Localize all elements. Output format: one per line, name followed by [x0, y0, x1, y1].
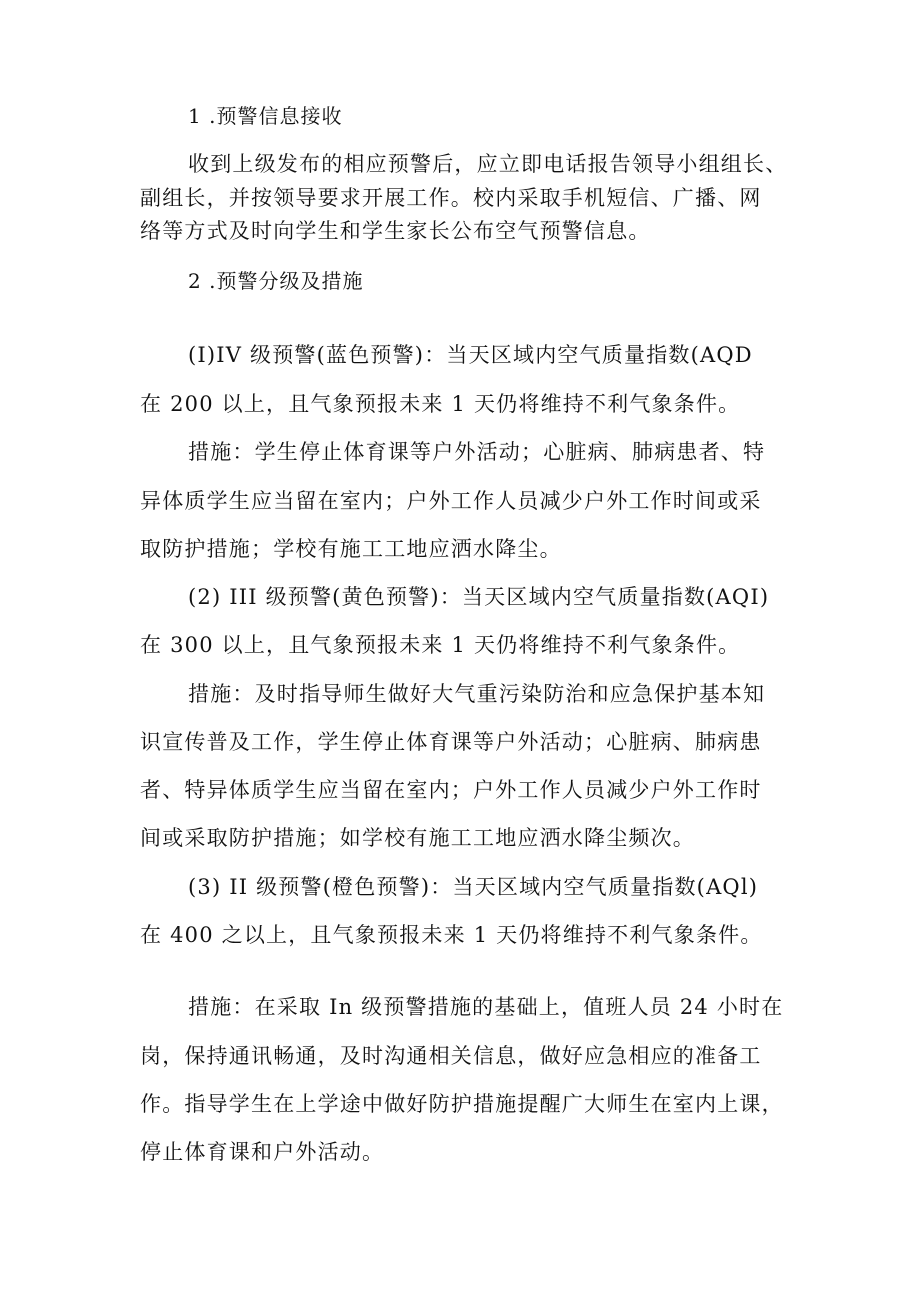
level-3-warning-line: (2) III 级预警(黄色预警)：当天区域内空气质量指数(AQI) [188, 585, 770, 609]
section-1-heading: 1 .预警信息接收 [188, 104, 343, 128]
section-1-para-line: 副组长，并按领导要求开展工作。校内采取手机短信、广播、网 [140, 186, 762, 210]
level-2-measure-line: 作。指导学生在上学途中做好防护措施提醒广大师生在室内上课， [140, 1092, 784, 1116]
level-3-measure-line: 者、特异体质学生应当留在室内；户外工作人员减少户外工作时 [140, 778, 762, 802]
level-4-warning-line: 在 200 以上，且气象预报未来 1 天仍将维持不利气象条件。 [140, 392, 741, 416]
level-4-measure-line: 措施：学生停止体育课等户外活动；心脏病、肺病患者、特 [188, 440, 766, 464]
level-3-measure-line: 间或采取防护措施；如学校有施工工地应洒水降尘频次。 [140, 826, 695, 850]
level-2-warning-line: 在 400 之以上，且气象预报未来 1 天仍将维持不利气象条件。 [140, 923, 763, 947]
level-3-warning-line: 在 300 以上，且气象预报未来 1 天仍将维持不利气象条件。 [140, 633, 741, 657]
level-4-measure-line: 异体质学生应当留在室内；户外工作人员减少户外工作时间或采 [140, 489, 762, 513]
level-2-measure-line: 停止体育课和户外活动。 [140, 1140, 385, 1164]
level-3-measure-line: 识宣传普及工作，学生停止体育课等户外活动；心脏病、肺病患 [140, 730, 762, 754]
level-2-warning-line: (3) II 级预警(橙色预警)：当天区域内空气质量指数(AQl) [188, 875, 759, 899]
level-2-measure-line: 措施：在采取 In 级预警措施的基础上，值班人员 24 小时在 [188, 995, 784, 1019]
level-4-warning-line: (I)IV 级预警(蓝色预警)：当天区域内空气质量指数(AQD [188, 343, 753, 367]
section-1-para-line: 收到上级发布的相应预警后，应立即电话报告领导小组组长、 [188, 152, 788, 176]
level-2-measure-line: 岗，保持通讯畅通，及时沟通相关信息，做好应急相应的准备工 [140, 1044, 762, 1068]
level-4-measure-line: 取防护措施；学校有施工工地应洒水降尘。 [140, 537, 562, 561]
section-2-heading: 2 .预警分级及措施 [188, 269, 364, 293]
level-3-measure-line: 措施：及时指导师生做好大气重污染防治和应急保护基本知 [188, 682, 766, 706]
section-1-para-line: 络等方式及时向学生和学生家长公布空气预警信息。 [140, 219, 651, 243]
